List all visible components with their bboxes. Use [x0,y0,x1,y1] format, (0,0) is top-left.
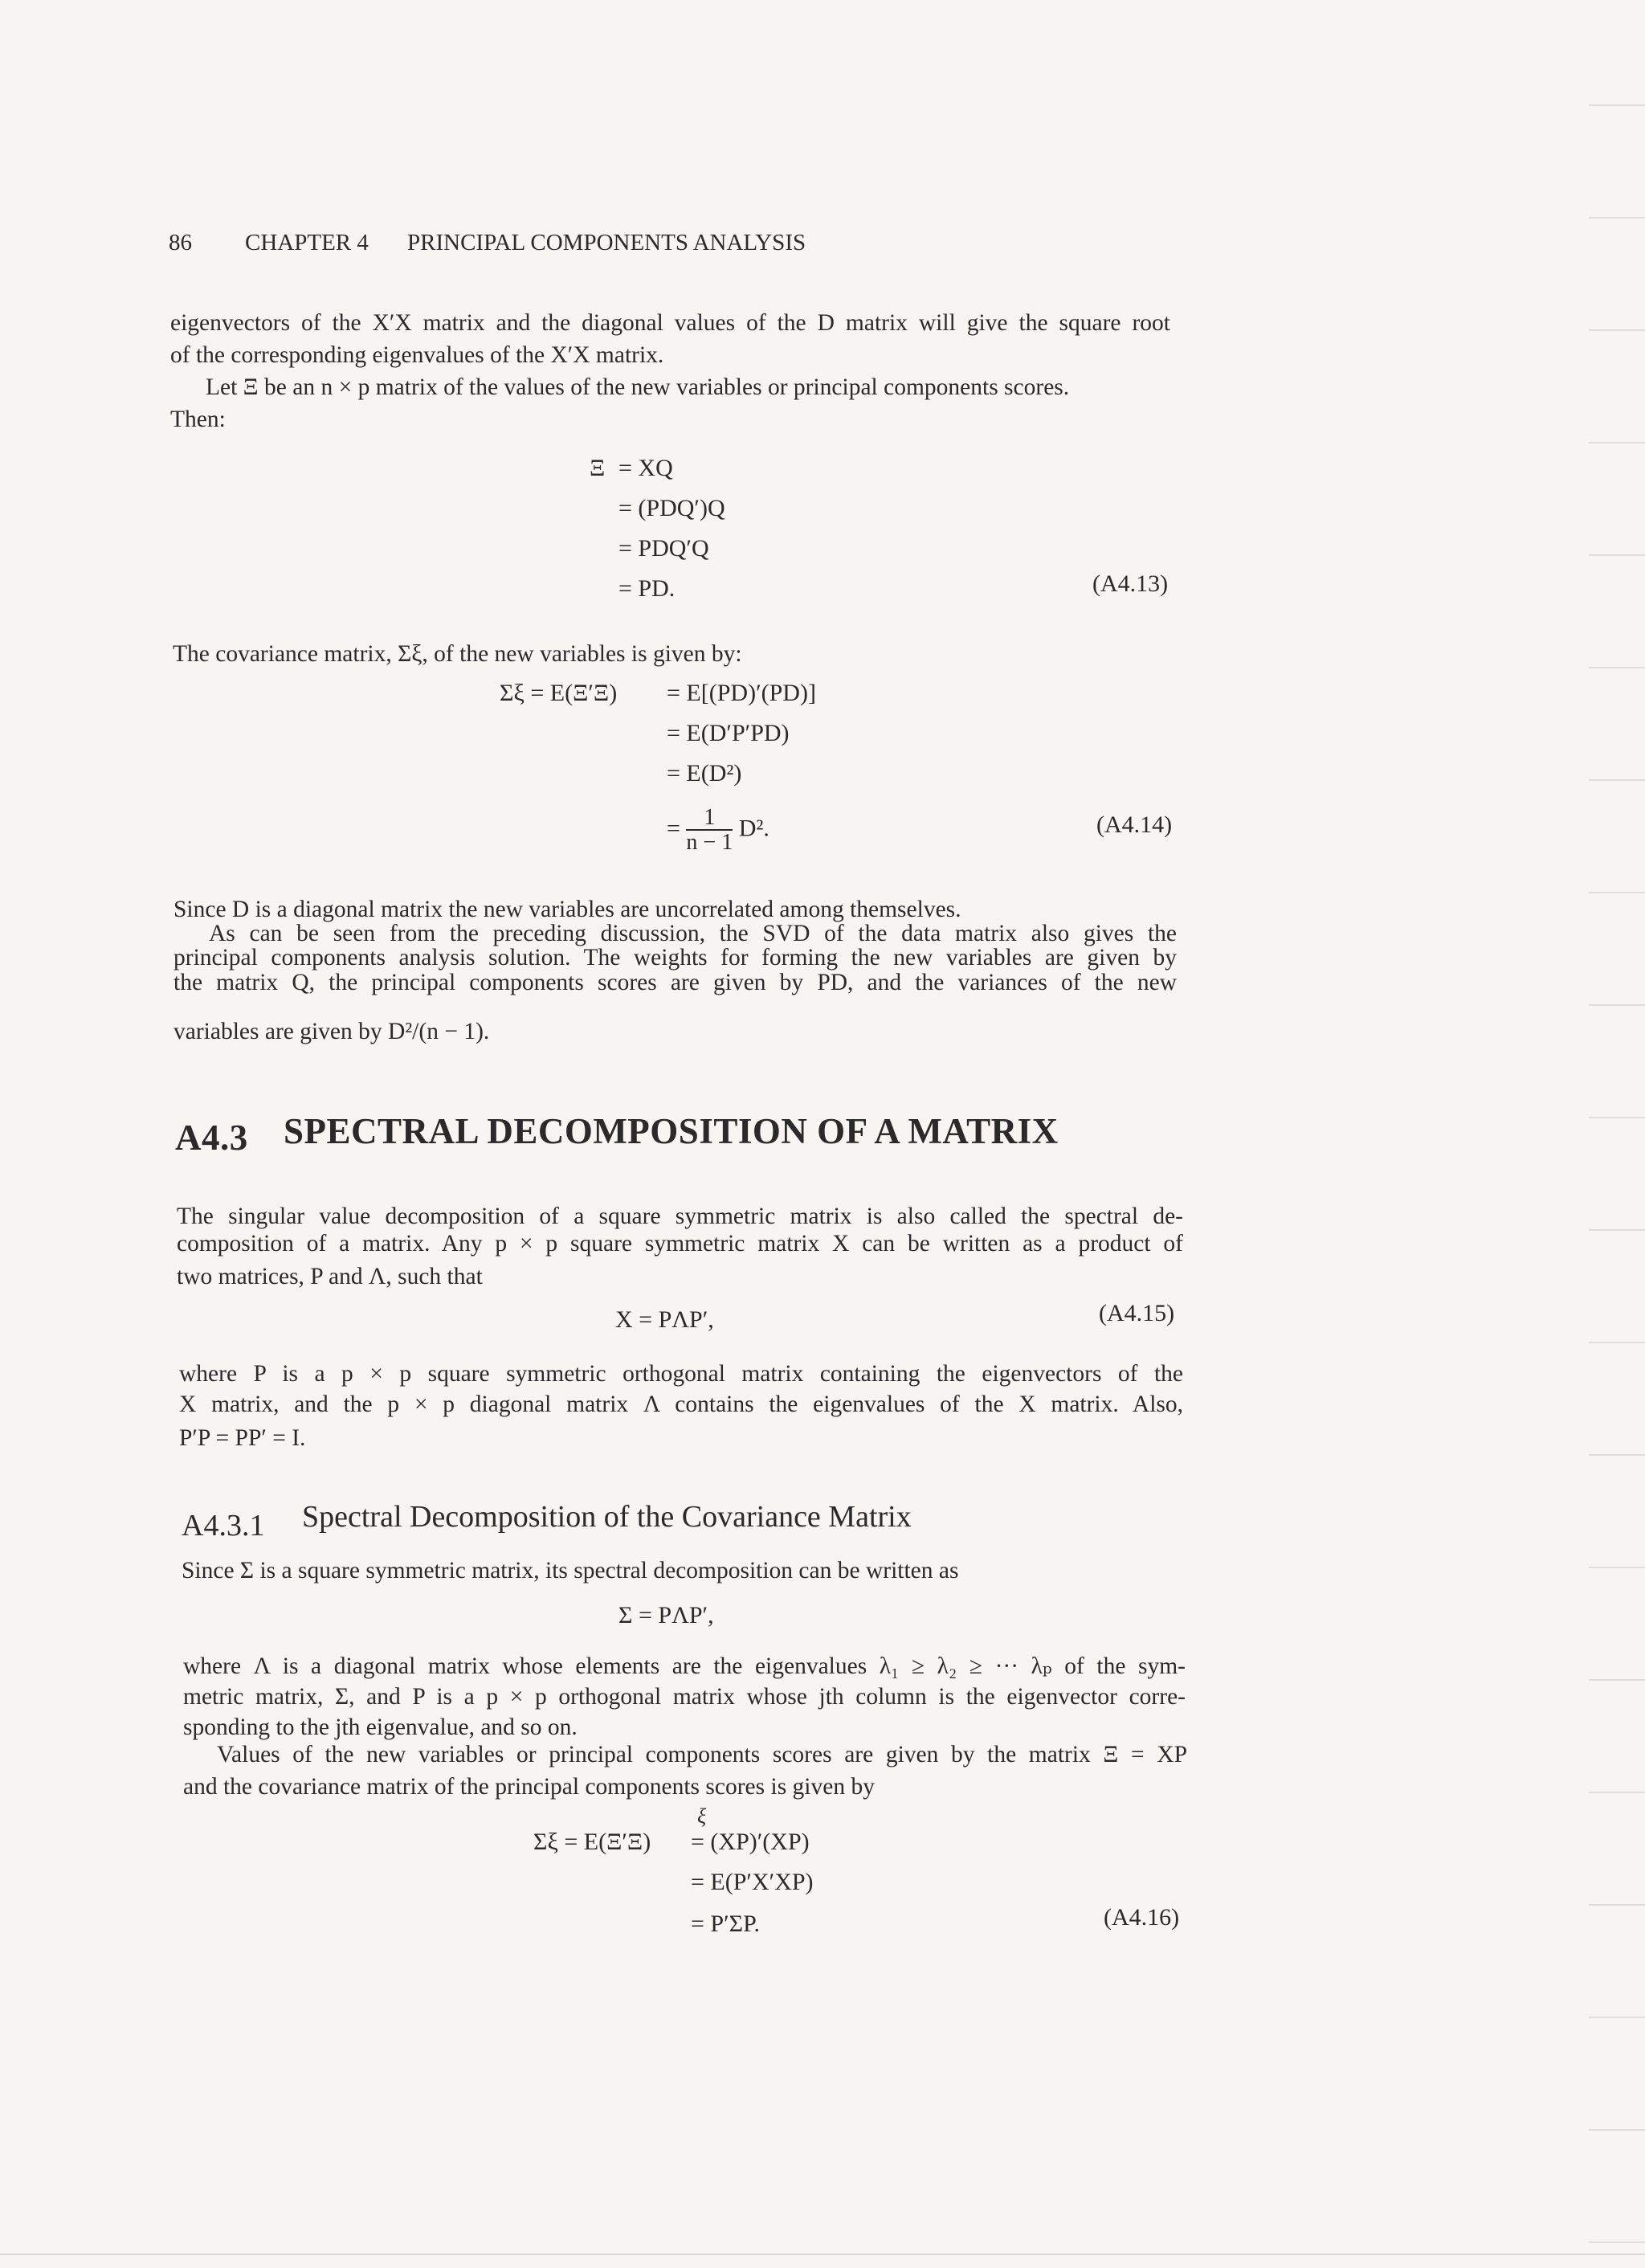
para7-line1: where Λ is a diagonal matrix whose elements are the eigenvalues λ₁ ≥ λ₂ ≥ ··· λₚ of the sym- [183,1653,1186,1679]
para7-line3: sponding to the jth eigenvalue, and so on. [183,1714,578,1740]
eq14-lhs: Σξ = E(Ξ′Ξ) [500,680,618,706]
eq14-fraction-denominator: n − 1 [686,830,733,856]
section-number: A4.3 [175,1118,248,1158]
para3-line5: variables are given by D²/(n − 1). [173,1019,490,1044]
eq14-fraction-numerator: 1 [686,806,733,831]
eq15-body: X = PΛP′, [615,1306,714,1333]
eq16-annotation: ξ [697,1804,707,1828]
eq14-row4-equals: = [667,815,680,842]
eq13-row2: = (PDQ′)Q [618,495,725,521]
eq14-row4-tail: D². [738,815,769,842]
eq15-number: (A4.15) [1099,1300,1175,1326]
para5-line2: X matrix, and the p × p diagonal matrix Λ contains the eigenvalues of the X matrix. Also, [179,1391,1183,1417]
eq14-number: (A4.14) [1096,811,1173,838]
eq14-row4 [667,806,769,855]
eq16-row1: = (XP)′(XP) [691,1829,810,1855]
eq13-row3: = PDQ′Q [618,535,709,562]
running-title: PRINCIPAL COMPONENTS ANALYSIS [407,230,806,255]
para5-line3: P′P = PP′ = I. [179,1425,306,1451]
para3-line2: As can be seen from the preceding discussion, the SVD of the data matrix also gives the [209,921,1177,946]
chapter-label: CHAPTER 4 [245,230,369,255]
eq16-row2: = E(P′X′XP) [691,1869,814,1895]
eq16-lhs: Σξ = E(Ξ′Ξ) [533,1829,651,1855]
para4-line3: two matrices, P and Λ, such that [177,1264,483,1289]
page-number: 86 [169,230,192,255]
para1-line2: of the corresponding eigenvalues of the X′X matrix. [170,342,664,368]
eq16-row3: = P′ΣP. [691,1910,760,1937]
para1-line3: Let Ξ be an n × p matrix of the values of the new variables or principal components scores. [206,374,1070,400]
eq14-row2: = E(D′P′PD) [667,720,790,746]
para1-line4: Then: [170,407,226,432]
eq14-row1: = E[(PD)′(PD)] [667,680,816,706]
para4-line1: The singular value decomposition of a square symmetric matrix is also called the spectral de- [177,1203,1183,1229]
para3-line3: principal components analysis solution. The weights for forming the new variables are given by [173,945,1177,971]
para7-line2: metric matrix, Σ, and P is a p × p orthogonal matrix whose jth column is the eigenvector corre- [183,1684,1186,1710]
eq-sigma-body: Σ = PΛP′, [618,1602,714,1628]
bottom-scan-line [0,2254,1645,2255]
para5-line1: where P is a p × p square symmetric orthogonal matrix containing the eigenvectors of the [179,1361,1183,1387]
eq13-lhs: Ξ [590,455,606,481]
para7-line5: and the covariance matrix of the principal components scores is given by [183,1774,875,1800]
section-title: SPECTRAL DECOMPOSITION OF A MATRIX [284,1111,1059,1151]
para2-line1: The covariance matrix, Σξ, of the new variables is given by: [173,641,742,667]
eq16-number: (A4.16) [1104,1904,1180,1931]
para7-line4: Values of the new variables or principal components scores are given by the matrix Ξ = XP [217,1742,1187,1767]
eq14-fraction [686,806,733,855]
page-edge-texture [1589,0,1645,2268]
eq13-number: (A4.13) [1092,570,1169,597]
para1-line1: eigenvectors of the X′X matrix and the diagonal values of the D matrix will give the square root [170,310,1170,336]
subsection-number: A4.3.1 [182,1509,265,1543]
para3-line4: the matrix Q, the principal components scores are given by PD, and the variances of the new [173,970,1177,995]
para3-line1: Since D is a diagonal matrix the new variables are uncorrelated among themselves. [173,897,961,922]
para4-line2: composition of a matrix. Any p × p square symmetric matrix X can be written as a product of [177,1231,1183,1257]
eq13-row1: = XQ [618,455,673,481]
para6-line1: Since Σ is a square symmetric matrix, its spectral decomposition can be written as [182,1558,959,1584]
eq13-row4: = PD. [618,575,676,602]
eq14-row3: = E(D²) [667,760,742,787]
subsection-title: Spectral Decomposition of the Covariance Matrix [302,1500,912,1534]
